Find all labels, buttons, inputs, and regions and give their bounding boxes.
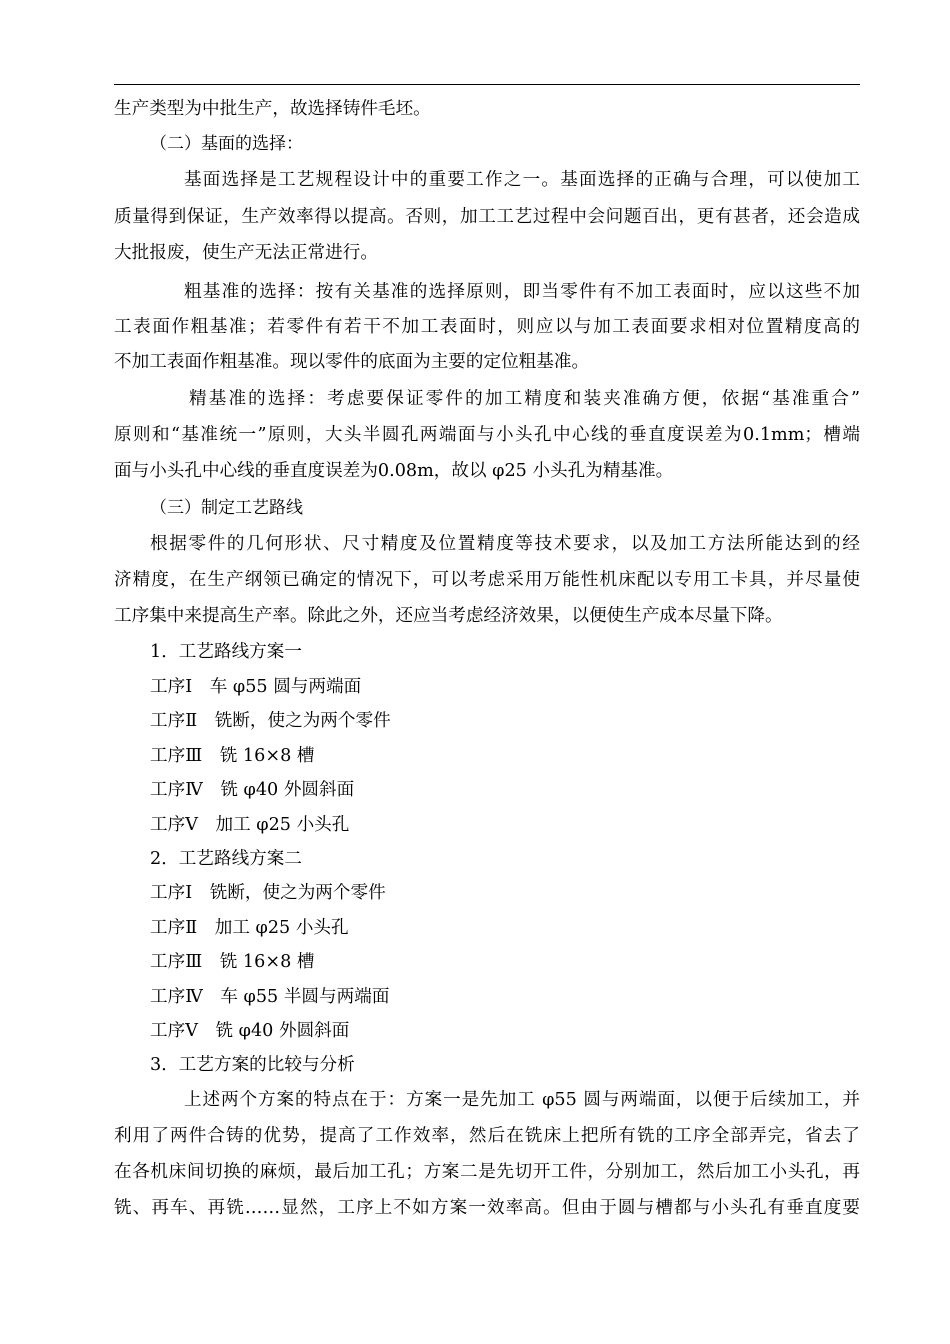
section-heading: （二）基面的选择： <box>150 134 303 154</box>
text-line: 根据零件的几何形状、尺寸精度及位置精度等技术要求，以及加工方法所能达到的经 <box>150 534 860 554</box>
list-heading: 3．工艺方案的比较与分析 <box>150 1055 355 1075</box>
text-line: 精基准的选择：考虑要保证零件的加工精度和装夹准确方便，依据“基准重合” <box>189 389 860 409</box>
text-line: 质量得到保证，生产效率得以提高。否则，加工工艺过程中会问题百出，更有甚者，还会造成 <box>114 207 860 227</box>
text-line: 利用了两件合铸的优势，提高了工作效率，然后在铣床上把所有铣的工序全部弄完，省去了 <box>114 1126 860 1146</box>
list-item: 工序Ⅰ 车 φ55 圆与两端面 <box>150 677 362 697</box>
text-line: 济精度，在生产纲领已确定的情况下，可以考虑采用万能性机床配以专用工卡具，并尽量使 <box>114 570 860 590</box>
text-line: 面与小头孔中心线的垂直度误差为0.08m，故以 φ25 小头孔为精基准。 <box>114 461 674 481</box>
list-item: 工序Ⅴ 铣 φ40 外圆斜面 <box>150 1021 350 1041</box>
text-line: 大批报废，使生产无法正常进行。 <box>114 243 378 263</box>
list-item: 工序Ⅴ 加工 φ25 小头孔 <box>150 815 350 835</box>
list-item: 工序Ⅳ 铣 φ40 外圆斜面 <box>150 780 355 800</box>
list-item: 工序Ⅲ 铣 16×8 槽 <box>150 952 315 972</box>
header-rule <box>114 84 860 85</box>
list-item: 工序Ⅱ 铣断，使之为两个零件 <box>150 711 391 731</box>
list-heading: 2．工艺路线方案二 <box>150 849 302 869</box>
text-line: 粗基准的选择：按有关基准的选择原则，即当零件有不加工表面时，应以这些不加 <box>184 282 860 302</box>
list-item: 工序Ⅳ 车 φ55 半圆与两端面 <box>150 987 390 1007</box>
text-line: 工序集中来提高生产率。除此之外，还应当考虑经济效果，以便使生产成本尽量下降。 <box>114 606 783 626</box>
text-line: 工表面作粗基准；若零件有若干不加工表面时，则应以与加工表面要求相对位置精度高的 <box>114 317 860 337</box>
text-line: 原则和“基准统一”原则，大头半圆孔两端面与小头孔中心线的垂直度误差为0.1mm；槽端 <box>114 425 860 445</box>
text-line: 基面选择是工艺规程设计中的重要工作之一。基面选择的正确与合理，可以使加工 <box>184 170 860 190</box>
text-line: 不加工表面作粗基准。现以零件的底面为主要的定位粗基准。 <box>114 352 590 372</box>
text-line: 上述两个方案的特点在于：方案一是先加工 φ55 圆与两端面，以便于后续加工，并 <box>184 1090 860 1110</box>
list-item: 工序Ⅱ 加工 φ25 小头孔 <box>150 918 349 938</box>
list-item: 工序Ⅰ 铣断，使之为两个零件 <box>150 883 386 903</box>
list-item: 工序Ⅲ 铣 16×8 槽 <box>150 746 315 766</box>
section-heading: （三）制定工艺路线 <box>150 498 303 518</box>
list-heading: 1．工艺路线方案一 <box>150 642 302 662</box>
text-line: 生产类型为中批生产，故选择铸件毛坯。 <box>114 99 431 119</box>
text-line: 铣、再车、再铣……显然，工序上不如方案一效率高。但由于圆与槽都与小头孔有垂直度要 <box>114 1198 860 1218</box>
text-line: 在各机床间切换的麻烦，最后加工孔；方案二是先切开工件，分别加工，然后加工小头孔，再 <box>114 1162 860 1182</box>
